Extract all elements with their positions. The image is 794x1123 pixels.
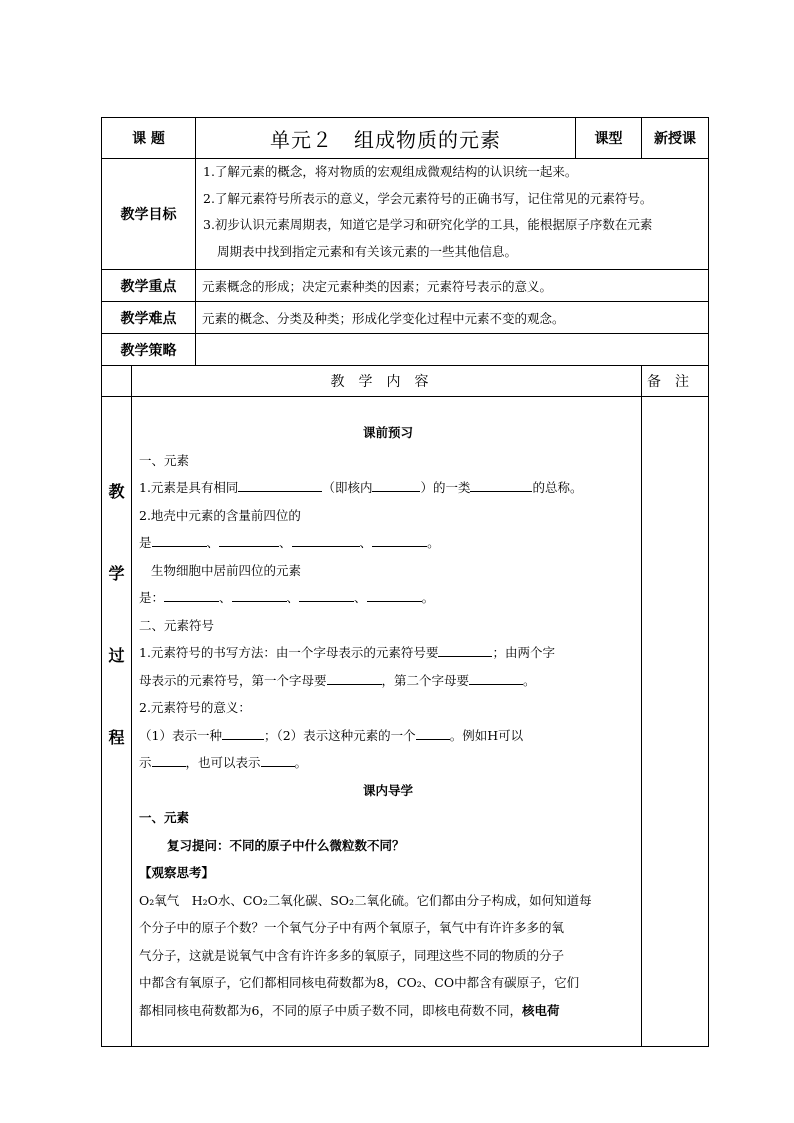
text: 。 — [427, 535, 440, 550]
question-line — [139, 639, 637, 667]
lesson-title: 单元２ 组成物质的元素 — [196, 118, 576, 159]
difficulties-row — [102, 302, 709, 334]
text: 、 — [286, 590, 300, 605]
text: 。 — [294, 755, 308, 770]
text: 1.元素是具有相同 — [139, 480, 239, 495]
lesson-plan-table — [101, 117, 709, 1047]
preview-title: 课前预习 — [362, 425, 413, 440]
process-char: 教 — [108, 482, 125, 501]
text: 1.元素符号的书写方法：由一个字母表示的元素符号要 — [139, 645, 439, 660]
difficulties-label: 教学难点 — [102, 302, 196, 334]
paragraph-line — [139, 997, 637, 1025]
goal-item: 3.初步认识元素周期表，知道它是学习和研究化学的工具，能根据原子序数在元素 — [203, 217, 653, 232]
text: 的总称。 — [532, 480, 583, 495]
difficulties-text: 元素的概念、分类及种类；形成化学变化过程中元素不变的观念。 — [196, 302, 709, 334]
question-line — [139, 749, 637, 777]
text: 示 — [139, 755, 152, 770]
strategy-label: 教学策略 — [102, 334, 196, 366]
question-line — [139, 722, 637, 750]
fill-blank — [152, 752, 186, 767]
notes-header: 备注 — [642, 366, 709, 397]
text: 、 — [206, 535, 220, 550]
question-line — [139, 667, 637, 695]
fill-blank — [261, 752, 295, 767]
fill-blank — [222, 725, 264, 740]
fill-blank — [327, 670, 382, 685]
goals-label: 教学目标 — [102, 159, 196, 270]
fill-blank — [164, 587, 219, 602]
header-row — [102, 118, 709, 159]
text: ；（2）表示这种元素的一个 — [263, 727, 416, 743]
fill-blank — [152, 532, 207, 547]
process-label — [102, 397, 132, 1047]
section-title: 一、元素 — [139, 810, 190, 825]
goal-item: 2.了解元素符号所表示的意义，学会元素符号的正确书写，记住常见的元素符号。 — [203, 190, 653, 206]
text: ，第二个字母要 — [381, 672, 470, 688]
fill-blank — [238, 477, 322, 492]
process-char: 程 — [108, 728, 125, 747]
text: 是 — [139, 535, 152, 550]
observe-heading: 【观察思考】 — [139, 865, 215, 880]
strategy-text — [196, 334, 709, 366]
text: 是： — [139, 590, 165, 605]
fill-blank — [416, 725, 450, 740]
goal-item: 1.了解元素的概念，将对物质的宏观组成微观结构的认识统一起来。 — [203, 164, 578, 179]
fill-blank — [292, 532, 360, 547]
guide-title: 课内导学 — [362, 782, 413, 798]
text: 、 — [359, 535, 373, 550]
question-line — [139, 474, 637, 502]
goals-row — [102, 159, 709, 270]
text: 都相同核电荷数都为6，不同的原子中质子数不同，即核电荷数不同， — [139, 1002, 522, 1018]
text: 、 — [279, 535, 292, 550]
question-line: 2.元素符号的意义： — [139, 700, 251, 715]
question-line: 生物细胞中居前四位的元素 — [151, 562, 302, 578]
fill-blank — [438, 642, 492, 657]
notes-cell — [642, 397, 709, 1047]
content-row — [102, 397, 709, 1047]
fill-blank — [232, 587, 287, 602]
process-char: 过 — [108, 646, 125, 665]
text: 母表示的元素符号，第一个字母要 — [139, 672, 327, 688]
topic-label: 课 题 — [102, 118, 196, 159]
paragraph-line: O₂氧气 H₂O水、CO₂二氧化碳、SO₂二氧化硫。它们都由分子构成，如何知道每 — [139, 892, 592, 908]
fill-blank — [372, 532, 427, 547]
paragraph-line: 气分子，这就是说氧气中含有许许多多的氧原子，同理这些不同的物质的分子 — [139, 947, 565, 963]
text: ，也可以表示 — [185, 755, 261, 770]
text: 。例如H可以 — [449, 727, 524, 743]
text: 。 — [421, 590, 435, 605]
type-value: 新授课 — [642, 118, 709, 159]
question-line — [139, 529, 637, 557]
text: 、 — [354, 590, 367, 605]
empty-cell — [102, 366, 132, 397]
lesson-content — [132, 397, 642, 1047]
fill-blank — [470, 477, 532, 492]
question-line — [139, 584, 637, 612]
content-header-row — [102, 366, 709, 397]
type-label: 课型 — [576, 118, 642, 159]
section-title: 二、元素符号 — [139, 617, 215, 633]
process-char: 学 — [108, 564, 125, 583]
paragraph-line: 中都含有氧原子，它们都相同核电荷数都为8，CO₂、CO中都含有碳原子，它们 — [139, 975, 580, 990]
text: 、 — [219, 590, 232, 605]
text: （1）表示一种 — [139, 727, 222, 743]
text: ）的一类 — [420, 480, 471, 495]
review-question: 复习提问：不同的原子中什么微粒数不同？ — [167, 837, 405, 853]
text: ；由两个字 — [492, 645, 555, 660]
key-points-label: 教学重点 — [102, 270, 196, 302]
bold-text: 核电荷 — [521, 1002, 560, 1018]
fill-blank — [372, 477, 420, 492]
key-points-row — [102, 270, 709, 302]
fill-blank — [469, 670, 523, 685]
goal-item: 周期表中找到指定元素和有关该元素的一些其他信息。 — [217, 243, 518, 259]
fill-blank — [299, 587, 354, 602]
question-line: 2.地壳中元素的含量前四位的 — [139, 507, 301, 523]
paragraph-line: 个分子中的原子个数？一个氧气分子中有两个氧原子，氧气中有许许多多的氧 — [139, 920, 565, 935]
section-title: 一、元素 — [139, 452, 190, 468]
fill-blank — [367, 587, 422, 602]
goals-list — [196, 159, 709, 270]
text: （即核内 — [322, 480, 373, 495]
fill-blank — [219, 532, 279, 547]
key-points-text: 元素概念的形成；决定元素种类的因素；元素符号表示的意义。 — [196, 270, 709, 302]
strategy-row — [102, 334, 709, 366]
content-header: 教学内容 — [132, 366, 642, 397]
text: 。 — [523, 672, 536, 688]
